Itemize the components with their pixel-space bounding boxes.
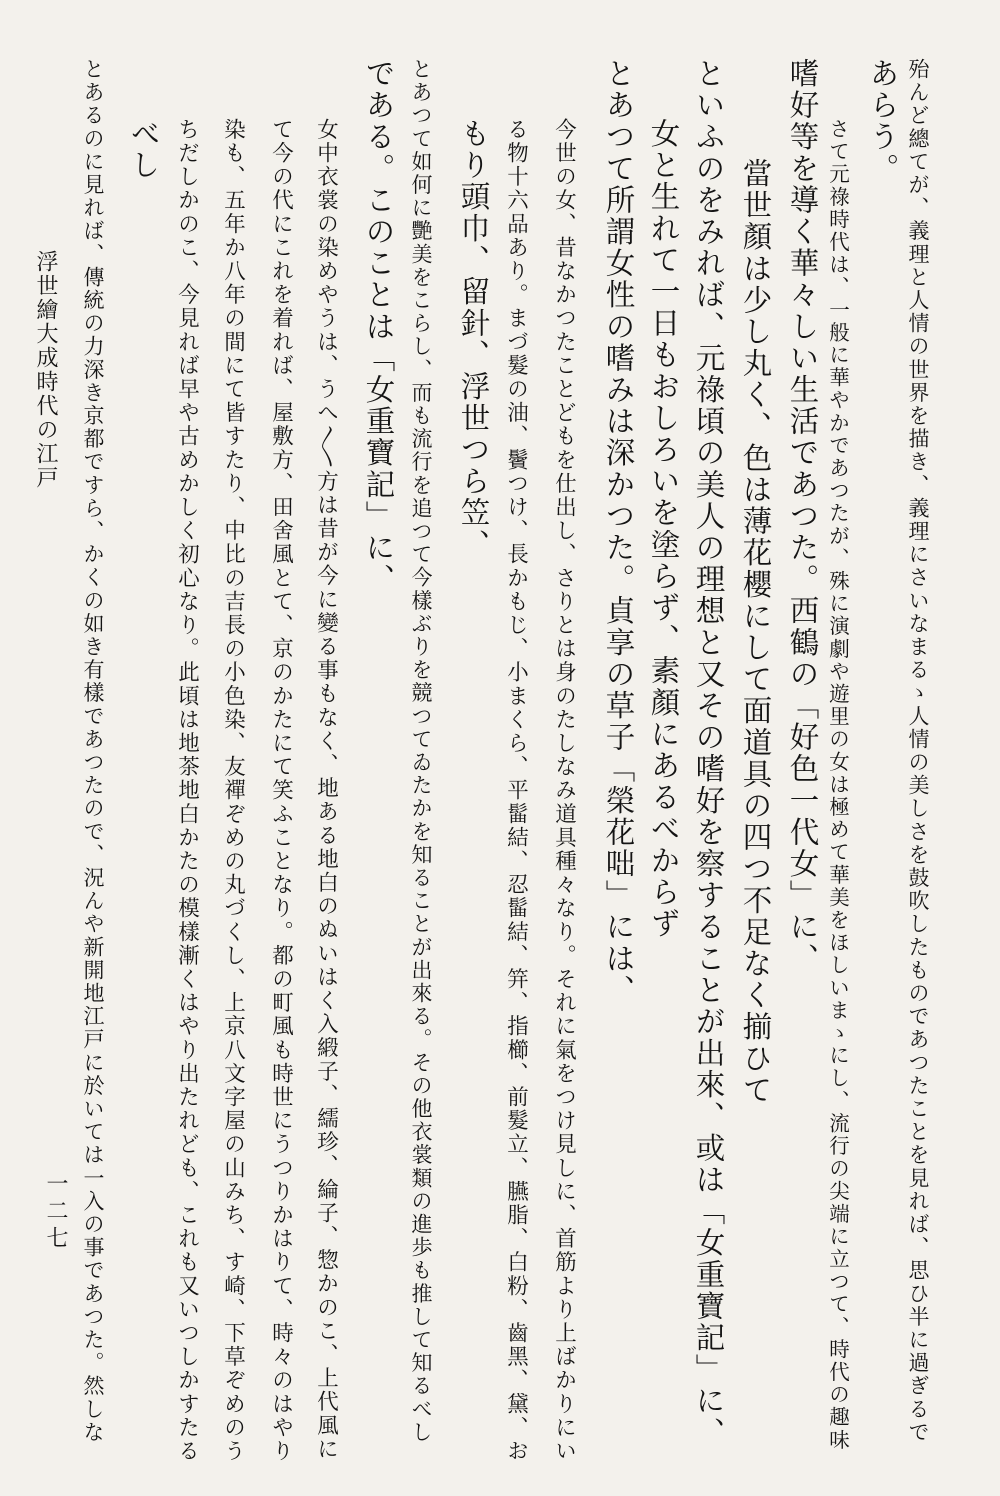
text-line: 女中衣裳の染めやうは、うへ〳〵方は昔が今に變る事もなく、地ある地白のぬいはく入緞子、繻珍、綸子、惣かのこ、上代風に [313, 118, 339, 1462]
text-line: る物十六品あり。まづ髮の油、鬢つけ、長かもじ、小まくら、平髷結、忍髷結、笄、指櫛、前髮立、臙脂、白粉、齒黑、黛、お [503, 118, 529, 1464]
text-line: 殆んど總てが、義理と人情の世界を描き、義理にさいなまるゝ人情の美しさを鼓吹したものであつたことを見れば、思ひ半に過ぎるで [906, 58, 930, 1444]
text-line: 嗜好等を導く華々しい生活であつた。西鶴の「好色一代女」に、 [785, 58, 820, 975]
text-line: て今の代にこれを着れば、屋敷方、田舍風とて、京のかたにて笑ふことなり。都の町風も時世にうつりかはりて、時々のはやり [268, 118, 294, 1464]
running-title: 浮世繪大成時代の江戸 [33, 250, 58, 490]
text-line: といふのをみれば、元祿頃の美人の理想と又その嗜好を察することが出來、或は「女重寶記」に、 [691, 58, 726, 1449]
text-line: ちだしかのこ、今見れば早や古めかしく初心なり。此頃は地茶地白かたの模樣漸くはやり出たれども、これも又いつしかすたる [174, 118, 200, 1464]
page-number: 一二七 [43, 1172, 68, 1253]
text-line: 染も、五年か八年の間にて皆すたり、中比の吉長の小色染、友禪ぞめの丸づくし、上京八文字屋の山みち、す崎、下草ぞめのう [220, 118, 246, 1464]
text-line: 當世顏は少し丸く、色は薄花櫻にして面道具の四つ不足なく揃ひて [738, 158, 773, 1106]
text-line: である。このことは「女重寶記」に、 [361, 58, 396, 596]
text-line: もり頭巾、留針、浮世つら笠、 [456, 118, 491, 561]
text-line: 女と生れて一日もおしろいを塗らず、素顏にあるべからず [646, 118, 681, 940]
text-line: さて元祿時代は、一般に華やかであつたが、殊に演劇や遊里の女は極めて華美をほしいまゝにし、流行の尖端に立つて、時代の趣味 [825, 118, 850, 1452]
text-line: あらう。 [865, 58, 900, 185]
text-line: とあつて所謂女性の嗜みは深かつた。貞享の草子「榮花咄」には、 [601, 58, 636, 1006]
text-line: とあるのに見れば、傳統の力深き京都ですら、かくの如き有樣であつたので、況んや新開地江戸に於いては一入の事であつた。然しな [81, 58, 105, 1444]
text-line: とあつて如何に艷美をこらし、而も流行を追つて今樣ぶりを競つてゐたかを知ることが出來る。その他衣裳類の進歩も推して知るべし [409, 58, 433, 1444]
text-line: べし [126, 118, 161, 182]
text-line: 今世の女、昔なかつたことどもを仕出し、さりとは身のたしなみ道具種々なり。それに氣をつけ見しに、首筋より上ばかりにい [551, 118, 577, 1464]
